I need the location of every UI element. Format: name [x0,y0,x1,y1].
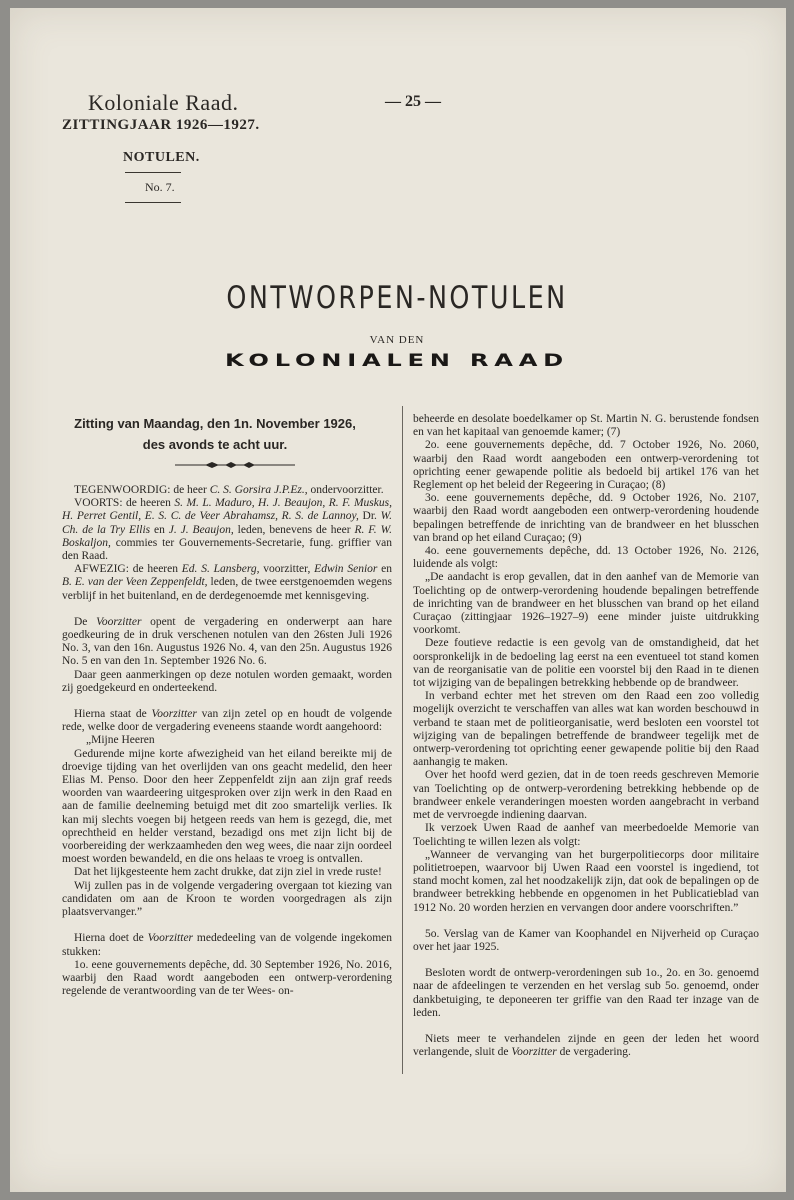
paragraph: 5o. Verslag van de Kamer van Koophandel en Nijverheid op Curaçao over het jaar 1925. [413,927,759,953]
session-heading-line: Zitting van Maandag, den 1n. November 1926, [74,416,356,431]
paragraph: Ik verzoek Uwen Raad de aanhef van meerbedoelde Memorie van Toelichting te willen lezen als volgt: [413,822,759,848]
paragraph: „Mijne Heeren [86,734,155,747]
paragraph: Hierna doet de Voorzitter mededeeling van de volgende ingekomen stukken: [62,932,392,958]
paragraph: Daar geen aanmerkingen op deze notulen worden gemaakt, worden zij goedgekeurd en onderteekend. [62,668,392,694]
paragraph: Besloten wordt de ontwerp-verordeningen sub 1o., 2o. en 3o. genoemd naar de afdeelingen te verzenden en het verslag sub 5o. genoemd, onder dankbetuiging, te deponeeren ter griffie van den Raad ter inzage van de leden. [413,967,759,1019]
paragraph: Wij zullen pas in de volgende vergadering overgaan tot kiezing van candidaten om aan de Kroon te worden voorgedragen als zijn plaatsvervanger.” [62,879,392,919]
paragraph: 1o. eene gouvernements depêche, dd. 30 September 1926, No. 2016, waarbij den Raad wordt aangeboden een ontwerp-verordening regelende de verantwoording van de ter Wees- on- [62,958,392,998]
page-number: — 25 — [385,93,441,110]
paragraph: 4o. eene gouvernements depêche, dd. 13 October 1926, No. 2126, luidende als volgt: [413,545,759,571]
document-title: ONTWORPEN-NOTULEN [226,280,568,316]
paragraph: In verband echter met het streven om den Raad een zoo volledig mogelijk overzicht te verschaffen van alles wat kan worden beschouwd in verband te staan met de politieorganisatie, werd besloten een voorstel tot wijziging van de bepalingen betreffende de brandweer tegelijk met de ontwerp-verordening tot oprichting eener gewapende politie bij den Raad aanhangig te maken. [413,690,759,769]
paragraph: Niets meer te verhandelen zijnde en geen der leden het woord verlangende, sluit de Voorzitter de vergadering. [413,1032,759,1059]
divider-line [125,172,181,173]
paragraph: „De aandacht is erop gevallen, dat in den aanhef van de Memorie van Toelichting op de ontwerp-verordening houdende bepalingen betreffende de inrichting van de brandweer en het blusschen van brand op het eiland Curaçao (zittingjaar 1926–1927–9) eene minder juiste uitdrukking voorkomt. [413,571,759,637]
paragraph: Over het hoofd werd gezien, dat in de toen reeds geschreven Memorie van Toelichting op de ontwerp-verordening betrekking hebbende op de brandweer enkele veranderingen moesten worden aangebracht in verband met de vervroegde indiening daarvan. [413,769,759,822]
session-year: ZITTINGJAAR 1926—1927. [62,117,260,133]
left-column [62,484,392,998]
session-heading [60,413,370,455]
right-column [413,413,759,1059]
paragraph: Dat het lijkgesteente hem zacht drukke, dat zijn ziel in vrede ruste! [74,866,382,879]
council-title: Koloniale Raad. [88,90,239,115]
section-label: NOTULEN. [123,150,200,165]
paragraph: Hierna staat de Voorzitter van zijn zetel op en houdt de volgende rede, welke door de vergadering eveneens staande wordt aangehoord: [62,708,393,734]
attendance-present: TEGENWOORDIG: de heer C. S. Gorsira J.P.Ez., ondervoorzitter. [74,484,384,496]
session-heading-line: des avonds te acht uur. [142,437,288,452]
attendance-others: VOORTS: de heeren S. M. L. Maduro, H. J. Beaujon, R. F. Muskus, H. Perret Gentil, E. S. C. de Veer Abrahamsz, R. S. de Lannoy, Dr. W. Ch. de la Try Ellis en J. J. Beaujon, leden, benevens de heer R. F. W. Boskaljon, commies ter Gouvernements-Secretarie, fung. griffier van den Raad. [62,497,393,563]
ornament-icon [175,458,295,472]
paragraph: De Voorzitter opent de vergadering en onderwerpt aan hare goedkeuring de in druk verschenen notulen van den 26sten Juli 1926 No. 3, van den 16n. Augustus 1926 No. 4, van den 25n. Augustus 1926 No. 5 en van den 1n. September 1926 No. 6. [62,615,392,668]
minutes-number: No. 7. [145,180,175,194]
paragraph: beheerde en desolate boedelkamer op St. Martin N. G. berustende fondsen en van het kapitaal van genoemde kamer; (7) [413,413,759,439]
council-name: KOLONIALEN RAAD [225,351,569,371]
paragraph: „Wanneer de vervanging van het burgerpolitiecorps door militaire politietroepen, waarvoor bij Uwen Raad een voorstel is ingediend, tot stand mocht komen, zal het noodzakelijk zijn, dat ook de bepalingen op de brandweer betrekking hebbende en opgenomen in het Publicatieblad van 1912 No. 20 worden herzien en vervangen door andere voorschriften.” [413,848,759,914]
paragraph: 2o. eene gouvernements depêche, dd. 7 October 1926, No. 2060, waarbij den Raad wordt aangeboden een ontwerp-verordening tot oprichting eener gewapende politie als bedoeld bij artikel 176 van het Reglement op het beleid der Regeering in Curaçao; (8) [413,439,759,492]
divider-line [125,202,181,203]
paragraph: Deze foutieve redactie is een gevolg van de omstandigheid, dat het oorspronkelijk in de bedoeling lag eerst na een eventueel tot stand komen van de reorganisatie van de politie een voorstel bij den Raad in te dienen tot wijziging van de bepalingen betrekking hebbende op de brandweer. [413,637,759,690]
document-subtitle: VAN DEN [369,334,425,346]
attendance-absent: AFWEZIG: de heeren Ed. S. Lansberg, voorzitter, Edwin Senior en B. E. van der Veen Zeppenfeldt, leden, de twee eerstgenoemden wegens verblijf in het buitenland, en de derdegenoemde met kennisgeving. [62,563,393,602]
paragraph: Gedurende mijne korte afwezigheid van het eiland bereikte mij de droevige tijding van het overlijden van ons geacht medelid, den heer Elias M. Penso. Door den heer Zeppenfeldt zijn aan zijn graf reeds woorden van waardeering uitgesproken over zijn werk in den Raad en aan de familie deelneming betuigd met dit zoo smartelijk verlies. Ik kan mij slechts voegen bij hetgeen reeds van hem is gezegd, die, met oprechtheid en helder verstand, bezadigd ons met zijn licht bij de voorbereiding der werkzaamheden den weg wees, die naar zijn oordeel moest worden bewandeld, en die ons helaas te vroeg is ontvallen. [62,747,392,866]
column-divider [402,406,403,1074]
paragraph: 3o. eene gouvernements depêche, dd. 9 October 1926, No. 2107, waarbij den Raad wordt aangeboden een ontwerp-verordening houdende bepalingen betreffende de inrichting van de brandweer en het blusschen van brand op het eiland Curaçao; (9) [413,492,759,544]
